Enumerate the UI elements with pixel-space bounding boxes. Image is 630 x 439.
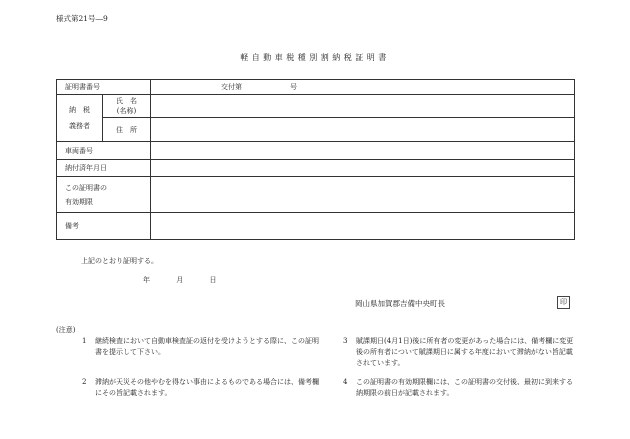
issue-no-prefix: 交付第 (221, 83, 242, 91)
seal-mark: 印 (557, 296, 570, 309)
note-number: 2 (82, 378, 87, 386)
issue-no-field[interactable] (151, 80, 575, 95)
address-field[interactable] (151, 118, 575, 142)
remarks-field[interactable] (151, 213, 575, 240)
remarks-label: 備考 (65, 222, 79, 230)
validity-label-line1: この証明書の (65, 183, 107, 192)
name-label-line2: (名称) (116, 107, 137, 115)
certificate-table (56, 79, 575, 240)
address-label: 住 所 (103, 118, 151, 142)
validity-label-line2: 有効期限 (65, 197, 93, 206)
note-text: 賦課期日(4月1日)後に所有者の変更があった場合には、備考欄に変更後の所有者について賦課期日に属する年度において滞納がない旨記載されています。 (356, 337, 574, 367)
notes-heading: (注意) (56, 326, 76, 334)
paid-date-field[interactable] (151, 160, 575, 177)
note-text: 滞納が天災その他やむを得ない事由によるものである場合には、備考欄にその旨記載されます。 (95, 378, 319, 397)
name-field[interactable] (151, 95, 575, 118)
validity-field[interactable] (151, 177, 575, 213)
paid-date-label: 納付済年月日 (65, 164, 107, 172)
vehicle-no-label: 車両番号 (65, 146, 93, 155)
note-text: 継続検査において自動車検査証の返付を受けようとする際に、この証明書を提示して下さい。 (95, 337, 319, 356)
note-number: 4 (343, 378, 348, 386)
vehicle-no-label-cell (57, 142, 151, 160)
note-number: 3 (343, 337, 348, 345)
issue-no-suffix: 号 (290, 83, 297, 91)
cert-no-label-text: 証明書番号 (65, 83, 100, 91)
cert-no-label-cell (57, 80, 151, 95)
form-number: 様式第21号―9 (56, 14, 108, 23)
issue-date-line: 年 月 日 (143, 276, 217, 284)
validity-label-cell (57, 177, 151, 213)
certify-statement: 上記のとおり証明する。 (81, 257, 158, 265)
vehicle-no-field[interactable] (151, 142, 575, 160)
document-title: 軽自動車税種別割納税証明書 (240, 53, 390, 62)
taxpayer-label (57, 95, 103, 142)
taxpayer-label-line2: 義務者 (69, 122, 90, 130)
paid-date-label-cell (57, 160, 151, 177)
remarks-label-cell (57, 213, 151, 240)
note-number: 1 (82, 337, 87, 345)
note-text: この証明書の有効期限欄には、この証明書の交付後、最初に到来する納期限の前日が記載されます。 (356, 378, 573, 397)
cert-no-label (57, 82, 150, 92)
issuer-name: 岡山県加賀郡吉備中央町長 (355, 299, 445, 308)
taxpayer-label-line1: 納 税 (69, 106, 90, 114)
name-label-line1: 氏 名 (116, 97, 137, 105)
name-label (103, 95, 151, 118)
